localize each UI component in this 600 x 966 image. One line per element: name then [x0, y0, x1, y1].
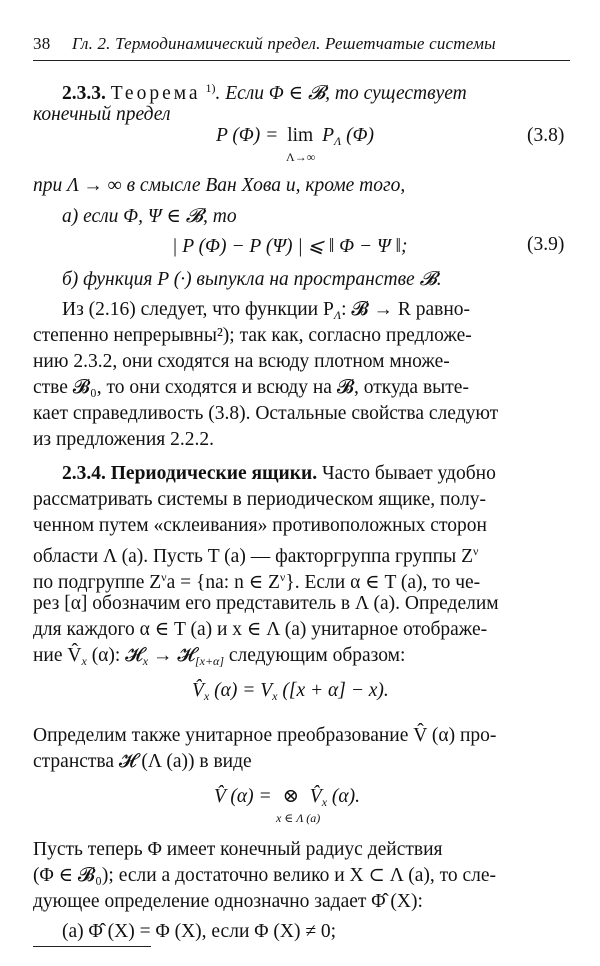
eq-v-rhs-tail: (α). [327, 786, 361, 807]
header-rule [33, 60, 570, 61]
section-line-5-sup1: ν [161, 570, 167, 584]
section-line-1: Часто бывает удобно [321, 463, 496, 484]
eq38-lhs: P (Φ) = [216, 125, 279, 146]
proof-line-1-tail: : 𝓑 → R равно- [341, 299, 471, 320]
eq-vx-lhs: V̂ [192, 680, 204, 701]
section-line-8-x: x [81, 654, 87, 668]
theorem-condition: при Λ → ∞ в смысле Ван Хова и, кроме того, [33, 175, 406, 196]
tensor-product-symbol: ⊗ [282, 786, 299, 807]
proof-line-1-text: Из (2.16) следует, что функции P [62, 299, 334, 320]
eq38-rhs: P [322, 125, 334, 146]
section-line-8-xsub: x [142, 654, 149, 668]
section-line-3: ченном путем «склеивания» противоположных сторон [33, 515, 487, 536]
equation-3-9: | P (Φ) − P (Ψ) | ⩽ ‖ Φ − Ψ ‖; [172, 236, 408, 257]
after-line-1: Пусть теперь Φ имеет конечный радиус действия [33, 839, 443, 860]
eq-v-otimes-sub: x ∈ Λ (a) [276, 811, 321, 825]
section-line-8-tail: следующим образом: [224, 645, 406, 666]
eq38-rhs-sub: Λ [334, 134, 342, 148]
proof-line-4: стве 𝓑₀, то они сходятся и всюду на 𝓑, откуда выте- [33, 377, 469, 398]
footnote-rule [33, 946, 151, 947]
eq-vx-rhs: (α) = V [209, 680, 273, 701]
section-line-8-arrow: → 𝓗 [148, 645, 195, 666]
section-line-8-mid: (α): 𝓗 [86, 645, 143, 666]
theorem-word: Теорема [110, 83, 201, 104]
theorem-number: 2.3.3. [62, 83, 106, 104]
section-line-8-sub2: [x+α] [194, 654, 225, 668]
equation-v [214, 784, 360, 810]
section-heading [62, 460, 496, 487]
theorem-item-b: б) функция P (·) выпукла на пространстве 𝓑. [62, 269, 442, 290]
section-line-5-mid: a = {na: n ∈ Z [166, 572, 280, 593]
section-title: Периодические ящики. [110, 463, 318, 484]
theorem-statement-2: конечный предел [33, 104, 171, 125]
section-line-10: странства 𝓗 (Λ (a)) в виде [33, 751, 252, 772]
after-line-2: (Φ ∈ 𝓑₀); если a достаточно велико и X ⊂ Λ (a), то сле- [33, 865, 497, 886]
section-number: 2.3.4. [62, 463, 106, 484]
theorem-statement-1: . Если Φ ∈ 𝓑, то существует [215, 83, 467, 104]
section-line-4-text: области Λ (a). Пусть T (a) — факторгруппа группы Z [33, 546, 473, 567]
eq-v-rhs: V̂ [309, 786, 322, 807]
theorem-item-a: а) если Φ, Ψ ∈ 𝓑, то [62, 206, 237, 227]
eq38-rhs-arg: (Φ) [341, 125, 374, 146]
footnote-ref-1: 1) [205, 81, 216, 95]
section-line-5-text: по подгруппе Z [33, 572, 162, 593]
lim-word: lim [287, 125, 314, 146]
section-item-a: (а) Φ̂ (X) = Φ (X), если Φ (X) ≠ 0; [62, 921, 337, 942]
eq-vx-tail: ([x + α] − x). [277, 680, 389, 701]
section-line-5-sup2: ν [279, 570, 286, 584]
section-line-8-text: ние V̂ [33, 645, 82, 666]
eq38-limit-sub: Λ→∞ [286, 150, 316, 164]
proof-line-2: степенно непрерывны²); так как, согласно предложе- [33, 325, 472, 346]
eq38-limit [287, 125, 313, 147]
eq-vx-rhs-sub: x [272, 689, 278, 703]
running-title: Гл. 2. Термодинамический предел. Решетчатые системы [72, 34, 496, 53]
proof-line-6: из предложения 2.2.2. [33, 429, 214, 450]
equation-3-8 [216, 125, 374, 149]
after-line-3: дующее определение однозначно задает Φ̂ (X): [33, 891, 423, 912]
proof-line-3: нию 2.3.2, они сходятся на всюду плотном множе- [33, 351, 450, 372]
section-line-8 [33, 642, 405, 675]
section-line-2: рассматривать системы в периодическом ящике, полу- [33, 489, 486, 510]
eq-v-lhs: V̂ (α) = [214, 786, 272, 807]
section-line-5-tail: }. Если α ∈ T (a), то че- [285, 572, 481, 593]
page-number: 38 [33, 34, 51, 53]
section-line-6: рез [α] обозначим его представитель в Λ (a). Определим [33, 593, 499, 614]
proof-line-5: кает справедливость (3.8). Остальные свойства следуют [33, 403, 499, 424]
eq38-number: (3.8) [527, 125, 565, 146]
eq-v-rhs-sub: x [321, 795, 328, 809]
proof-line-1-sub: Λ [333, 308, 342, 322]
section-line-7: для каждого α ∈ T (a) и x ∈ Λ (a) унитарное отображе- [33, 619, 488, 640]
equation-vx [192, 680, 389, 704]
section-line-9: Определим также унитарное преобразование V̂ (α) про- [33, 725, 497, 746]
eq-vx-lhs-sub: x [203, 689, 210, 703]
eq39-number: (3.9) [527, 234, 565, 255]
section-line-4-sup: ν [472, 544, 479, 558]
